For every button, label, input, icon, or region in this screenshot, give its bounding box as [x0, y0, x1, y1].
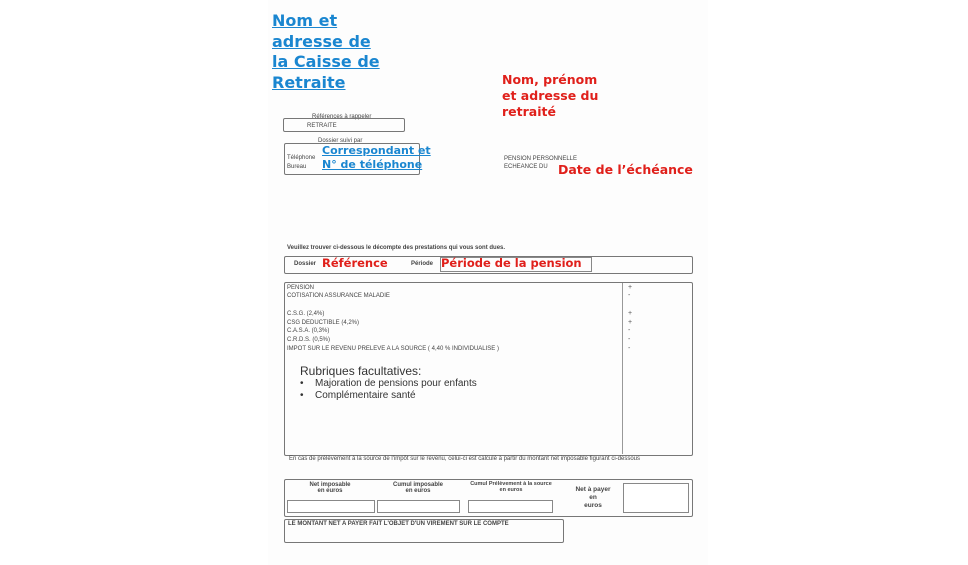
dossier-suivi-header: Dossier suivi par	[318, 138, 363, 144]
item-crds: C.R.D.S. (0,5%)	[287, 337, 331, 343]
cumul-imposable-line-1: Cumul imposable	[392, 482, 443, 488]
dossier-reference: Référence	[322, 256, 388, 270]
sign-pension: +	[628, 284, 633, 291]
retraite-line-2: et adresse du	[502, 88, 599, 103]
retraite-line-1: Nom, prénom	[502, 72, 598, 87]
cumul-prelevement-line-1: Cumul Prélèvement à la source	[470, 481, 552, 487]
cumul-prelevement-line-2: en euros	[499, 487, 523, 493]
item-csg-deductible: CSG DEDUCTIBLE (4,2%)	[287, 320, 360, 326]
correspondant-line-1[interactable]: Correspondant et	[322, 144, 431, 157]
retraite-address	[502, 72, 598, 120]
correspondant-line-2[interactable]: N° de téléphone	[322, 157, 423, 171]
optional-item-2: Complémentaire santé	[315, 390, 416, 401]
sign-cotisation: -	[628, 292, 631, 299]
references-header: Références à rappeler	[312, 114, 372, 120]
echeance-label: ECHEANCE DU	[504, 164, 548, 170]
net-imposable-line-1: Net imposable	[309, 482, 351, 488]
net-a-payer-line-3: euros	[584, 502, 602, 509]
net-imposable-label	[290, 482, 370, 494]
periode-value: Période de la pension	[441, 256, 582, 270]
sign-impot: -	[628, 345, 631, 352]
item-cotisation: COTISATION ASSURANCE MALADIE	[287, 293, 390, 299]
cumul-prelevement-label	[466, 481, 556, 493]
optional-item-1: Majoration de pensions pour enfants	[315, 378, 477, 389]
echeance-value: Date de l’échéance	[558, 162, 693, 177]
sign-csg-deductible: +	[628, 319, 633, 326]
periode-label: Période	[411, 261, 434, 267]
net-a-payer-field[interactable]	[623, 483, 689, 513]
net-imposable-field[interactable]	[287, 500, 375, 513]
item-csg: C.S.G. (2,4%)	[287, 311, 325, 317]
items-divider	[622, 283, 623, 454]
sign-csg: +	[628, 310, 633, 317]
net-a-payer-line-1: Net à payer	[575, 486, 611, 493]
cumul-prelevement-field[interactable]	[468, 500, 553, 513]
label-telephone: Téléphone	[287, 155, 316, 161]
label-bureau: Bureau	[287, 164, 307, 170]
references-box	[283, 118, 405, 132]
cumul-imposable-field[interactable]	[377, 500, 460, 513]
sign-crds: -	[628, 336, 631, 343]
references-value: RETRAITE	[307, 123, 337, 129]
virement-text: LE MONTANT NET A PAYER FAIT L'OBJET D'UN VIREMENT SUR LE COMPTE	[288, 521, 509, 527]
net-imposable-line-2: en euros	[317, 488, 343, 494]
correspondant	[322, 144, 431, 171]
pension-label: PENSION PERSONNELLE	[504, 156, 578, 162]
caisse-line-1[interactable]: Nom et	[272, 11, 338, 30]
optional-title: Rubriques facultatives:	[300, 364, 422, 378]
caisse-address	[272, 11, 380, 93]
caisse-line-2[interactable]: adresse de	[272, 31, 371, 51]
item-casa: C.A.S.A. (0,3%)	[287, 328, 330, 334]
caisse-line-3[interactable]: la Caisse de	[272, 52, 380, 71]
dossier-label: Dossier	[294, 261, 317, 267]
intro-text: Veuillez trouver ci-dessous le décompte des prestations qui vous sont dues.	[287, 245, 506, 251]
net-a-payer-label	[568, 486, 618, 510]
footnote: En cas de prélèvement à la source de l'impôt sur le revenu, celui-ci est calculé à partir du montant net imposable figurant ci-dessous	[289, 456, 640, 462]
caisse-line-4[interactable]: Retraite	[272, 72, 346, 92]
item-impot: IMPOT SUR LE REVENU PRELEVE A LA SOURCE ( 4,40 % INDIVIDUALISE )	[287, 346, 499, 352]
optional-bullet-1: •	[300, 378, 304, 389]
cumul-imposable-line-2: en euros	[405, 488, 431, 494]
item-pension: PENSION	[287, 285, 315, 291]
sign-casa: -	[628, 327, 631, 334]
optional-bullet-2: •	[300, 390, 304, 401]
net-a-payer-line-2: en	[589, 494, 597, 501]
cumul-imposable-label	[378, 482, 458, 494]
retraite-line-3: retraité	[502, 104, 556, 119]
